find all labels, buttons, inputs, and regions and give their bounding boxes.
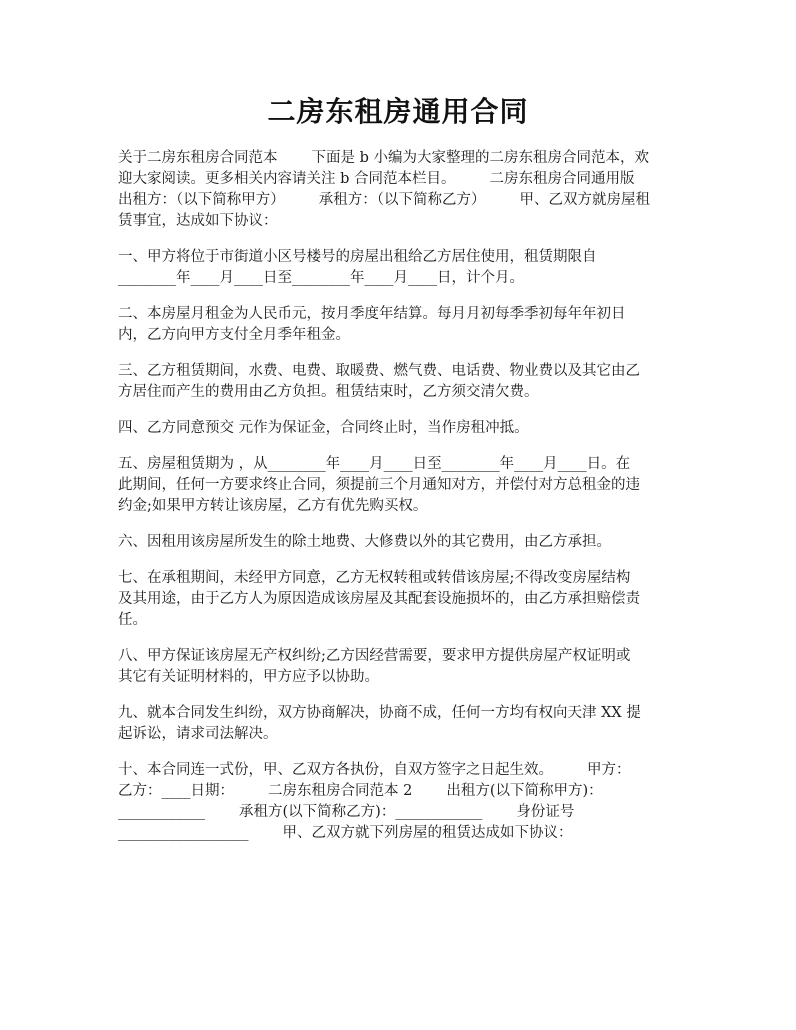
clause-4 <box>118 418 684 439</box>
final-line-3 <box>118 802 684 823</box>
clause-1 <box>118 247 684 289</box>
intro-line-4: 赁事宜，达成如下协议： <box>118 213 278 229</box>
final-text: 乙方：____日期： <box>118 783 234 799</box>
final-text: 承租方(以下简称乙方)：____________ <box>239 804 483 820</box>
clause-line: 八、甲方保证该房屋无产权纠纷;乙方因经营需要，要求甲方提供房屋产权证明或 <box>118 648 631 664</box>
clause-line: 内，乙方向甲方支付全月季年租金。 <box>118 327 350 343</box>
clause-line: 七、在承租期间，未经甲方同意，乙方无权转租或转借该房屋;不得改变房屋结构 <box>118 570 631 586</box>
clause-9 <box>118 703 684 745</box>
clause-line: 其它有关证明材料的，甲方应予以协助。 <box>118 669 379 685</box>
final-text: 甲方： <box>587 762 631 778</box>
intro-text: 甲、乙双方就房屋租 <box>519 192 650 208</box>
clause-line: 二、本房屋月租金为人民币元，按月季度年结算。每月月初每季季初每年年初日 <box>118 306 626 322</box>
final-text: 十、本合同连一式份，甲、乙双方各执份，自双方签字之日起生效。 <box>118 762 553 778</box>
clause-line: 四、乙方同意预交 元作为保证金，合同终止时，当作房租冲抵。 <box>118 420 529 436</box>
intro-paragraph <box>118 148 684 232</box>
intro-text: 关于二房东租房合同范本 <box>118 150 278 166</box>
clause-line: ________年____月____日至________年____月____日，计个月。 <box>118 270 524 286</box>
final-text: 甲、乙双方就下列房屋的租赁达成如下协议： <box>282 825 573 841</box>
final-line-1 <box>118 760 684 781</box>
clause-line: 及其用途，由于乙方人为原因造成该房屋及其配套设施损坏的，由乙方承担赔偿责 <box>118 591 640 607</box>
intro-text: 二房东租房合同通用版 <box>489 171 635 187</box>
clause-line: 任。 <box>118 612 147 628</box>
final-line-4 <box>118 823 684 844</box>
intro-text: 迎大家阅读。更多相关内容请关注 b 合同范本栏目。 <box>118 171 456 187</box>
final-paragraph <box>118 760 684 844</box>
clause-8 <box>118 646 684 688</box>
final-text: __________________ <box>118 825 249 841</box>
clause-5 <box>118 454 684 517</box>
clause-line: 三、乙方租赁期间，水费、电费、取暖费、燃气费、电话费、物业费以及其它由乙 <box>118 363 640 379</box>
intro-text: 出租方：（以下简称甲方） <box>118 192 285 208</box>
final-line-2 <box>118 781 684 802</box>
clause-7 <box>118 568 684 631</box>
clause-6 <box>118 532 684 553</box>
final-text: 出租方(以下简称甲方)： <box>446 783 603 799</box>
clause-line: 一、甲方将位于市街道小区号楼号的房屋出租给乙方居住使用，租赁期限自 <box>118 249 597 265</box>
clause-2 <box>118 304 684 346</box>
clause-line: 六、因租用该房屋所发生的除土地费、大修费以外的其它费用，由乙方承担。 <box>118 534 611 550</box>
clause-line: 起诉讼，请求司法解决。 <box>118 726 278 742</box>
final-text: ____________ <box>118 804 205 820</box>
clause-3 <box>118 361 684 403</box>
final-text: 身份证号 <box>516 804 575 820</box>
final-text: 二房东租房合同范本 2 <box>268 783 413 799</box>
clause-line: 方居住而产生的费用由乙方负担。租赁结束时，乙方须交清欠费。 <box>118 384 539 400</box>
intro-text: 承租方：（以下简称乙方） <box>318 192 486 208</box>
intro-line-2 <box>118 169 684 190</box>
clause-line: 九、就本合同发生纠纷，双方协商解决，协商不成，任何一方均有权向天津 XX 提 <box>118 705 641 721</box>
document-body <box>118 148 684 859</box>
clause-line: 约金;如果甲方转让该房屋，乙方有优先购买权。 <box>118 498 428 514</box>
intro-line-1 <box>118 148 684 169</box>
intro-text: 下面是 b 小编为大家整理的二房东租房合同范本，欢 <box>311 150 649 166</box>
document-title: 二房东租房通用合同 <box>267 95 529 128</box>
clause-line: 此期间，任何一方要求终止合同，须提前三个月通知对方，并偿付对方总租金的违 <box>118 477 640 493</box>
clause-line: 五、房屋租赁期为 ，从________年____月____日至________年____月____日。在 <box>118 456 631 472</box>
intro-line-3 <box>118 190 684 211</box>
